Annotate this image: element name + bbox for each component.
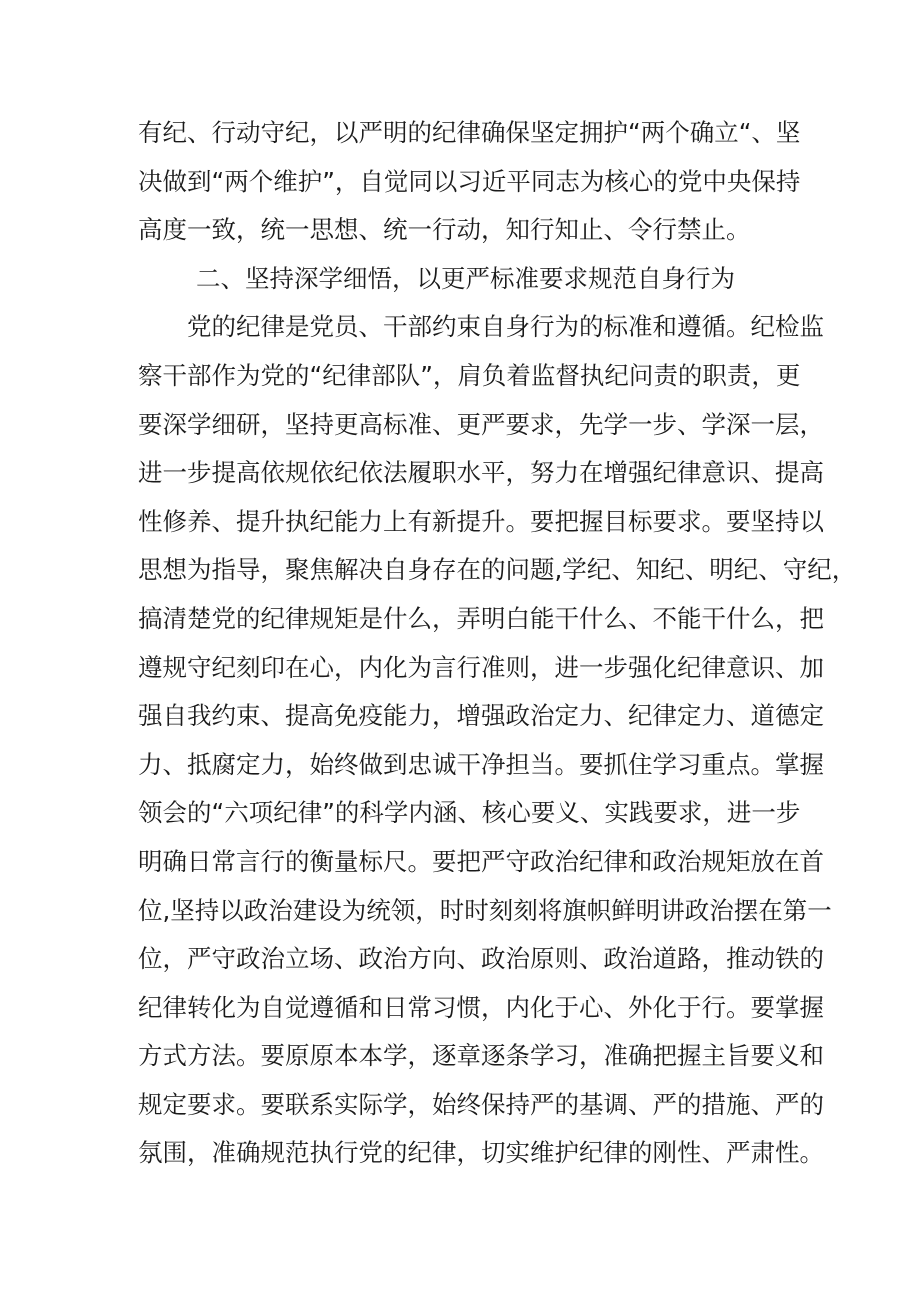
text-line: 进一步提高依规依纪依法履职水平，努力在增强纪律意识、提高 <box>138 458 824 488</box>
paragraph-continuation <box>138 109 801 255</box>
text-line: 氛围，准确规范执行党的纪律，切实维护纪律的刚性、严肃性。 <box>138 1138 824 1168</box>
text-line: 党的纪律是党员、干部约束自身行为的标准和遵循。纪检监 <box>187 312 824 342</box>
text-line: 决做到“两个维护”，自觉同以习近平同志为核心的党中央保持 <box>138 166 801 196</box>
text-line: 遵规守纪刻印在心，内化为言行准则，进一步强化纪律意识、加 <box>138 652 824 682</box>
text-line: 领会的“六项纪律”的科学内涵、核心要义、实践要求，进一步 <box>138 798 801 828</box>
text-line: 思想为指导，聚焦解决自身存在的问题,学纪、知纪、明纪、守纪， <box>138 555 857 585</box>
text-line: 方式方法。要原原本本学，逐章逐条学习，准确把握主旨要义和 <box>138 1041 824 1071</box>
text-line: 位,坚持以政治建设为统领，时时刻刻将旗帜鲜明讲政治摆在第一 <box>138 895 832 925</box>
text-line: 位，严守政治立场、政治方向、政治原则、政治道路，推动铁的 <box>138 944 824 974</box>
text-line: 纪律转化为自觉遵循和日常习惯，内化于心、外化于行。要掌握 <box>138 992 824 1022</box>
text-line: 规定要求。要联系实际学，始终保持严的基调、严的措施、严的 <box>138 1089 824 1119</box>
text-line: 察干部作为党的“纪律部队”，肩负着监督执纪问责的职责，更 <box>138 360 801 390</box>
text-line: 要深学细研，坚持更高标准、更严要求，先学一步、学深一层， <box>138 409 824 439</box>
text-line: 搞清楚党的纪律规矩是什么，弄明白能干什么、不能干什么，把 <box>138 603 824 633</box>
text-line: 强自我约束、提高免疫能力，增强政治定力、纪律定力、道德定 <box>138 701 824 731</box>
text-line: 力、抵腐定力，始终做到忠诚干净担当。要抓住学习重点。掌握 <box>138 749 824 779</box>
text-line: 性修养、提升执纪能力上有新提升。要把握目标要求。要坚持以 <box>138 506 824 536</box>
text-line: 明确日常言行的衡量标尺。要把严守政治纪律和政治规矩放在首 <box>138 846 824 876</box>
heading-text: 二、坚持深学细悟，以更严标准要求规范自身行为 <box>196 263 735 293</box>
section-heading <box>138 255 788 304</box>
text-line: 高度一致，统一思想、统一行动，知行知止、令行禁止。 <box>138 215 751 245</box>
document-text <box>138 109 857 1178</box>
paragraph-body <box>138 303 857 1178</box>
text-line: 有纪、行动守纪，以严明的纪律确保坚定拥护“两个确立“、坚 <box>138 118 801 147</box>
